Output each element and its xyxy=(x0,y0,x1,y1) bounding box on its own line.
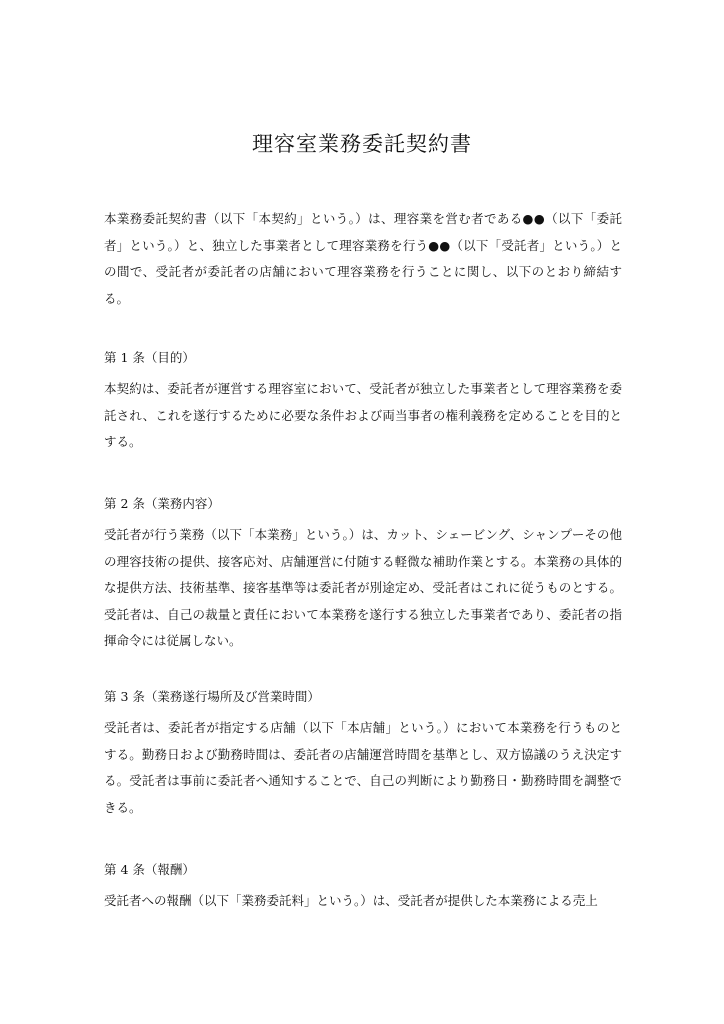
article-3-body: 受託者は、委託者が指定する店舗（以下「本店舗」という。）において本業務を行うものとする。勤務日および勤務時間は、委託者の店舗運営時間を基準とし、双方協議のうえ決定する。受託者は事前に委託者へ通知することで、自己の判断により勤務日・勤務時間を調整できる。 xyxy=(104,720,622,815)
article-1-body: 本契約は、委託者が運営する理容室において、受託者が独立した事業者として理容業務を委託され、これを遂行するために必要な条件および両当事者の権利義務を定めることを目的とする。 xyxy=(104,381,622,449)
article-4-body: 受託者への報酬（以下「業務委託料」という。）は、受託者が提供した本業務による売上 xyxy=(104,893,598,908)
article-3-heading: 第 3 条（業務遂行場所及び営業時間） xyxy=(104,689,320,704)
article-4-heading: 第 4 条（報酬） xyxy=(104,862,195,877)
preamble-paragraph: 本業務委託契約書（以下「本契約」という。）は、理容業を営む者である●●（以下「委託者」という。）と、独立した事業者として理容業務を行う●●（以下「受託者」という。）との間で、受託者が委託者の店舗において理容業務を行うことに関し、以下のとおり締結する。 xyxy=(104,211,622,306)
article-1-heading: 第 1 条（目的） xyxy=(104,350,195,365)
document-title: 理容室業務委託契約書 xyxy=(252,132,472,156)
article-2-heading: 第 2 条（業務内容） xyxy=(104,496,220,511)
article-2-body: 受託者が行う業務（以下「本業務」という。）は、カット、シェービング、シャンプーその他の理容技術の提供、接客応対、店舗運営に付随する軽微な補助作業とする。本業務の具体的な提供方法、技術基準、接客基準等は委託者が別途定め、受託者はこれに従うものとする。受託者は、自己の裁量と責任において本業務を遂行する独立した事業者であり、委託者の指揮命令には従属しない。 xyxy=(104,527,622,648)
